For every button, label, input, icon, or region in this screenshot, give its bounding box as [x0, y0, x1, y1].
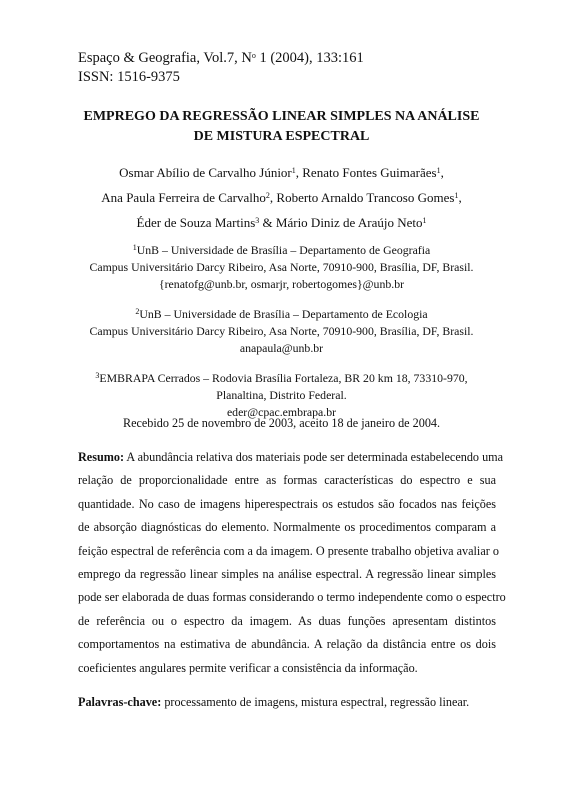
affiliation-1: $^1$UnB – Universidade de Brasília – Departamento de Geografia Campus Universitário Darcy Ribeiro, Asa Norte, 70910-900, Brasília, DF, Brasil. {renatofg@unb.br, osmarjr, robertogomes}@unb.br — [20, 242, 543, 293]
abstract-line: Resumo: A abundância relativa dos materiais pode ser determinada estabelecendo uma — [78, 450, 504, 464]
abstract-line: relação de proporcionalidade entre as formas características do espectro e sua — [78, 473, 496, 488]
paper-title: EMPREGO DA REGRESSÃO LINEAR SIMPLES NA ANÁLISE DE MISTURA ESPECTRAL — [83, 109, 480, 144]
journal-citation: Espaço & Geografia, Vol.7, $N^o$ 1 (2004), 133:161 — [78, 50, 364, 66]
author-list — [20, 160, 543, 235]
affiliation-2: $^2$UnB – Universidade de Brasília – Departamento de Ecologia Campus Universitário Darcy Ribeiro, Asa Norte, 70910-900, Brasília, DF, Brasil. anapaula@unb.br — [20, 306, 543, 357]
abstract-line: feição espectral de referência com a da imagem. O presente trabalho objetiva avaliar o — [78, 543, 499, 558]
abstract-label: Resumo: — [78, 450, 125, 464]
author-line-2: Ana Paula Ferreira de Carvalho$^2$, Roberto Arnaldo Trancoso Gomes$^1$, — [101, 190, 462, 205]
affiliation-email: anapaula@unb.br — [239, 341, 324, 355]
abstract-line: de absorção diagnósticas do elemento. Normalmente os procedimentos comparam a — [78, 520, 496, 535]
keywords: Palavras-chave: processamento de imagens, mistura espectral, regressão linear. — [78, 695, 470, 709]
abstract-line: comportamentos na estimativa de abundância. A relação da distância entre os dois — [78, 637, 496, 652]
abstract-line: quantidade. No caso de imagens hiperespectrais os estudos são focados nas feições — [78, 496, 496, 511]
journal-issn: ISSN: 1516-9375 — [78, 69, 180, 85]
author-line-3: Éder de Souza Martins$^3$ & Mário Diniz de Araújo Neto$^1$ — [136, 215, 427, 230]
abstract-line: emprego da regressão linear simples na análise espectral. A regressão linear simples — [78, 566, 496, 581]
affiliation-email: eder@cpac.embrapa.br — [226, 405, 337, 419]
abstract-line: coeficientes angulares permite verificar a consistência da informação. — [78, 660, 418, 675]
abstract-line: de referência ou o espectro da imagem. As duas funções apresentam distintos — [78, 613, 496, 628]
abstract-line: pode ser elaborada de duas formas considerando o termo independente como o espectro — [78, 590, 506, 605]
received-date: Recebido 25 de novembro de 2003, aceito 18 de janeiro de 2004. — [122, 416, 441, 430]
author-line-1: Osmar Abílio de Carvalho Júnior$^1$, Renato Fontes Guimarães$^1$, — [119, 165, 444, 180]
affiliation-email: {renatofg@unb.br, osmarjr, robertogomes}@unb.br — [158, 277, 405, 291]
journal-header — [78, 49, 364, 87]
abstract — [78, 446, 506, 680]
affiliation-3: $^3$EMBRAPA Cerrados – Rodovia Brasília Fortaleza, BR 20 km 18, 73310-970, Planaltina, Distrito Federal. eder@cpac.embrapa.br — [20, 370, 543, 421]
keywords-label: Palavras-chave: — [78, 695, 162, 709]
